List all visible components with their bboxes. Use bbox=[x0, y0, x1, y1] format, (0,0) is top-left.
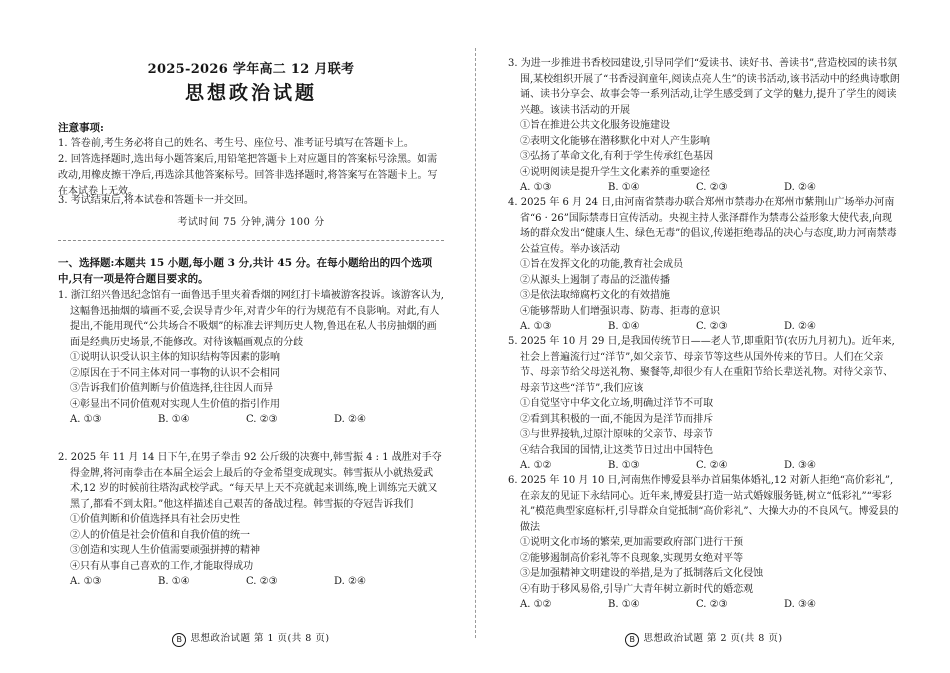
question-option: ②表明文化能够在潜移默化中对人产生影响 bbox=[520, 135, 710, 147]
question-option: ③告诉我们价值判断与价值选择,往往因人而异 bbox=[70, 383, 274, 394]
answer-choice: A. ①③ bbox=[70, 414, 102, 425]
notice-heading: 注意事项: bbox=[58, 122, 104, 134]
question-option: ③是依法取缔腐朽文化的有效措施 bbox=[520, 290, 670, 301]
question-option: ③是加强精神文明建设的举措,是为了抵制落后文化侵蚀 bbox=[520, 568, 764, 579]
question-option: ④能够帮助人们增强识毒、防毒、拒毒的意识 bbox=[520, 305, 720, 317]
answer-choice: B. ①④ bbox=[608, 599, 640, 610]
answer-choice: C. ②④ bbox=[696, 460, 728, 471]
question-option: ④说明阅读是提升学生文化素养的重要途径 bbox=[520, 166, 710, 178]
question-option: ②从源头上遏制了毒品的泛滥传播 bbox=[520, 274, 670, 286]
answer-choice: A. ①③ bbox=[520, 182, 552, 193]
answer-choice: D. ②④ bbox=[784, 182, 816, 193]
answer-choice: D. ③④ bbox=[784, 599, 816, 610]
page-number-text: 思想政治试题 第 1 页(共 8 页) bbox=[190, 633, 330, 644]
exam-info: 考试时间 75 分钟,满分 100 分 bbox=[177, 217, 325, 228]
question-option: ②原因在于不同主体对同一事物的认识不会相同 bbox=[70, 367, 280, 379]
question-option: ②人的价值是社会价值和自我价值的统一 bbox=[70, 529, 250, 541]
question-option: ①旨在发挥文化的功能,教育社会成员 bbox=[520, 259, 684, 270]
page-number-text: 思想政治试题 第 2 页(共 8 页) bbox=[643, 633, 783, 644]
notice-item-1: 1. 答卷前,考生务必将自己的姓名、考生号、座位号、准考证号填写在答题卡上。 bbox=[58, 138, 414, 149]
answer-choices bbox=[58, 412, 444, 428]
question-4 bbox=[508, 195, 900, 335]
question-option: ④彰显出不同价值观对实现人生价值的指引作用 bbox=[70, 398, 280, 410]
notice-item-2: 2. 回答选择题时,选出每小题答案后,用铅笔把答题卡上对应题目的答案标号涂黑。如需改动,用橡皮擦干净后,再选涂其他答案标号。回答非选择题时,将答案写在答题卡上。写在本试卷上无效。 bbox=[58, 154, 438, 197]
question-1 bbox=[58, 288, 444, 428]
question-option: ③弘扬了革命文化,有利于学生传承红色基因 bbox=[520, 151, 714, 162]
question-option: ③创造和实现人生价值需要顽强拼搏的精神 bbox=[70, 545, 260, 556]
answer-choice: C. ②③ bbox=[246, 576, 278, 587]
question-option: ②看到其积极的一面,不能因为是洋节而排斥 bbox=[520, 413, 714, 425]
answer-choice: B. ①③ bbox=[608, 460, 640, 471]
answer-choices bbox=[508, 597, 900, 613]
answer-choice: A. ①③ bbox=[70, 576, 102, 587]
section-one-heading: 一、选择题:本题共 15 小题,每小题 3 分,共计 45 分。在每小题给出的四个选项中,只有一项是符合题目要求的。 bbox=[58, 257, 433, 285]
question-stem: 1. 浙江绍兴鲁迅纪念馆有一面鲁迅手里夹着香烟的网红打卡墙被游客投诉。该游客认为,这幅鲁迅抽烟的墙画不妥,会误导青少年,对青少年的行为规范有不良影响。对此,有人提出,不能用现代“公共场合不吸烟”的标准去评判历史人物,鲁迅在私人书房抽烟的画面是经典历史场景,不能修改。对待该幅画观点的分歧 bbox=[58, 290, 444, 348]
answer-choice: B. ①④ bbox=[158, 576, 190, 587]
answer-choice: C. ②③ bbox=[696, 182, 728, 193]
exam-title-line: 2025-2026 学年高二 12 月联考 bbox=[147, 62, 355, 77]
answer-choice: D. ③④ bbox=[784, 460, 816, 471]
answer-choice: D. ②④ bbox=[334, 414, 366, 425]
page-footer-2 bbox=[594, 630, 814, 647]
question-option: ③与世界接轨,过原汁原味的父亲节、母亲节 bbox=[520, 429, 714, 440]
answer-choice: B. ①④ bbox=[608, 182, 640, 193]
question-3 bbox=[508, 56, 900, 196]
question-6 bbox=[508, 473, 900, 613]
question-option: ①自觉坚守中华文化立场,明确过洋节不可取 bbox=[520, 398, 714, 409]
question-5 bbox=[508, 334, 900, 474]
answer-choice: A. ①③ bbox=[520, 321, 552, 332]
notice-item-3: 3. 考试结束后,将本试卷和答题卡一并交回。 bbox=[58, 195, 254, 206]
paper-version-badge: B bbox=[625, 633, 639, 647]
answer-choices bbox=[508, 319, 900, 335]
question-option: ①旨在推进公共文化服务设施建设 bbox=[520, 120, 670, 131]
answer-choice: C. ②③ bbox=[696, 599, 728, 610]
answer-choice: B. ①④ bbox=[608, 321, 640, 332]
question-option: ④只有从事自己喜欢的工作,才能取得成功 bbox=[70, 560, 254, 572]
question-stem: 2. 2025 年 11 月 14 日下午,在男子拳击 92 公斤级的决赛中,韩雪振 4 : 1 战胜对手夺得金牌,将河南拳击在本届全运会上最后的夺金希望变成现实。韩雪振从小就热爱武术,12 岁的时候前往塔沟武校学武。“每天早上天不亮就起来训练,晚上训练完天就又黑了,都看不到太阳。”他这样描述自己艰苦的备战过程。韩雪振的夺冠告诉我们 bbox=[58, 452, 442, 510]
question-stem: 5. 2025 年 10 月 29 日,是我国传统节日——老人节,即重阳节(农历九月初九)。近年来,社会上普遍流行过“洋节”,如父亲节、母亲节等这些从国外传来的节日。人们在父亲节、母亲节给父母送礼物、聚餐等,却很少有人在重阳节给长辈送礼物。对待父亲节、母亲节这些“洋节”,我们应该 bbox=[508, 336, 895, 394]
question-option: ①说明文化市场的繁荣,更加需要政府部门进行干预 bbox=[520, 537, 744, 548]
column-divider bbox=[475, 48, 476, 638]
subject-title: 思想政治试题 bbox=[184, 82, 317, 104]
question-2 bbox=[58, 450, 444, 590]
question-option: ④有助于移风易俗,引导广大青年树立新时代的婚恋观 bbox=[520, 583, 754, 595]
question-stem: 4. 2025 年 6 月 24 日,由河南省禁毒办联合郑州市禁毒办在郑州市紫荆山广场举办河南省“6 · 26”国际禁毒日宣传活动。央视主持人张泽群作为禁毒公益形象大使代表,向现场的群众发出“健康人生、绿色无毒”的倡议,传递拒绝毒品的决心与态度,助力河南禁毒公益宣传。举办该活动 bbox=[508, 197, 897, 255]
paper-version-badge: B bbox=[172, 633, 186, 647]
answer-choice: A. ①② bbox=[520, 599, 552, 610]
question-option: ①价值判断和价值选择具有社会历史性 bbox=[70, 514, 240, 525]
answer-choice: C. ②③ bbox=[246, 414, 278, 425]
answer-choice: D. ②④ bbox=[784, 321, 816, 332]
answer-choice: C. ②③ bbox=[696, 321, 728, 332]
answer-choice: A. ①② bbox=[520, 460, 552, 471]
question-stem: 6. 2025 年 10 月 10 日,河南焦作博爱县举办首届集体婚礼,12 对新人拒绝“高价彩礼”,在亲友的见证下永结同心。近年来,博爱县打造一站式婚嫁服务链,树立“低彩礼”“零彩礼”模范典型家庭标杆,引导群众自觉抵制“高价彩礼”、大操大办的不良风气。博爱县的做法 bbox=[508, 475, 899, 533]
question-option: ④结合我国的国情,让这类节日过出中国特色 bbox=[520, 444, 714, 456]
question-stem: 3. 为进一步推进书香校园建设,引导同学们“爱读书、读好书、善读书”,营造校园的读书氛围,某校组织开展了“书香浸润童年,阅读点亮人生”的读书活动,该书活动中的经典诗歌朗诵、读书分享会、故事会等一系列活动,让学生感受到了文学的魅力,提升了学生的阅读兴趣。该读书活动的开展 bbox=[508, 58, 900, 116]
answer-choices bbox=[58, 574, 444, 590]
answer-choices bbox=[508, 458, 900, 474]
question-option: ①说明认识受认识主体的知识结构等因素的影响 bbox=[70, 352, 280, 363]
answer-choices bbox=[508, 180, 900, 196]
answer-choice: B. ①④ bbox=[158, 414, 190, 425]
page-footer-1 bbox=[141, 630, 361, 647]
answer-choice: D. ②④ bbox=[334, 576, 366, 587]
dashed-divider bbox=[58, 240, 444, 241]
question-option: ②能够遏制高价彩礼等不良现象,实现男女绝对平等 bbox=[520, 552, 744, 564]
